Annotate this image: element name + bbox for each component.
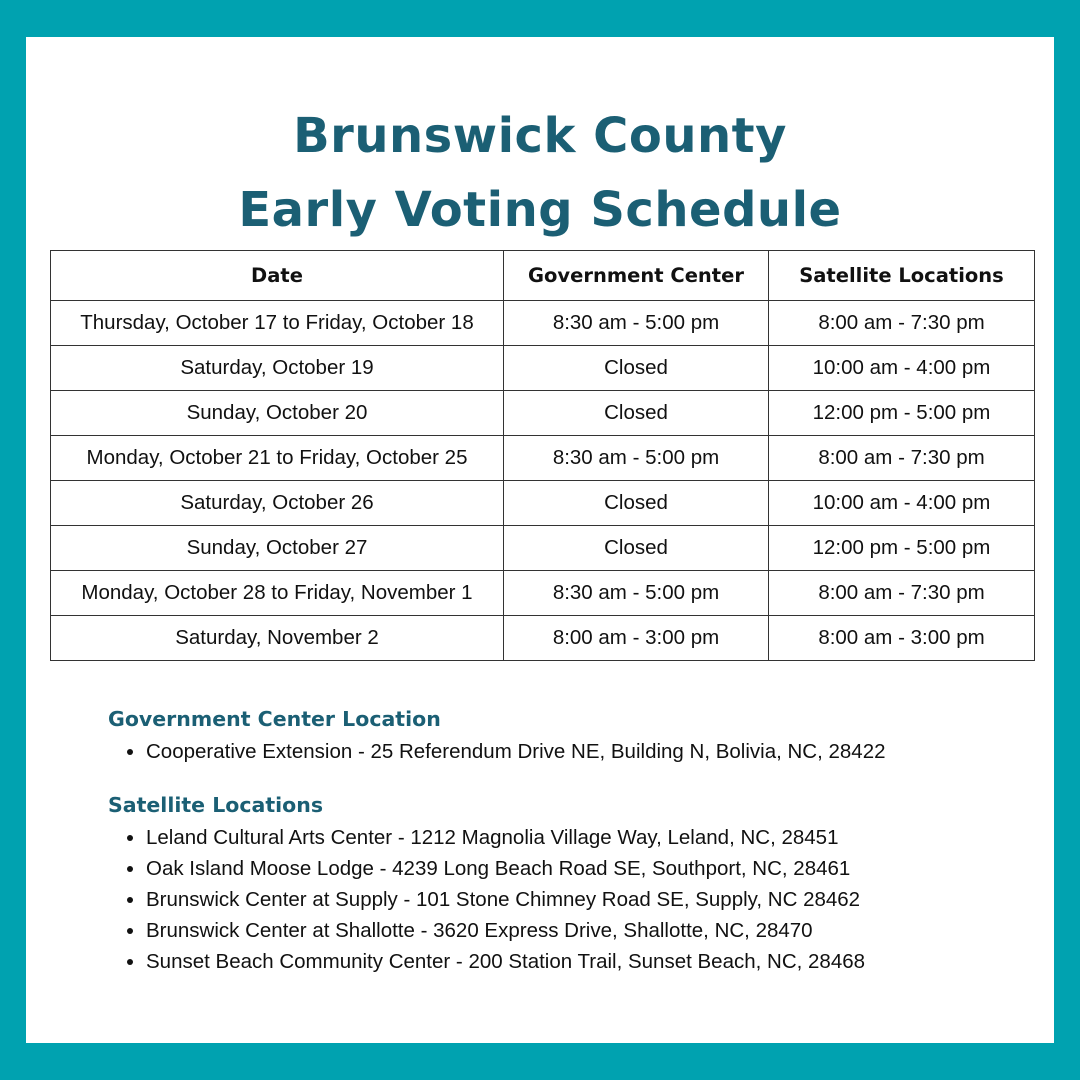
table-row (51, 526, 1035, 571)
cell-date: Sunday, October 27 (51, 526, 504, 571)
table-row (51, 436, 1035, 481)
table-row (51, 481, 1035, 526)
cell-satellite-hours: 10:00 am - 4:00 pm (769, 481, 1035, 526)
government-center-section (108, 704, 886, 767)
list-item: • Brunswick Center at Supply - 101 Stone Chimney Road SE, Supply, NC 28462 (146, 884, 865, 915)
cell-satellite-hours: 8:00 am - 7:30 pm (769, 571, 1035, 616)
cell-date: Saturday, October 26 (51, 481, 504, 526)
cell-date: Thursday, October 17 to Friday, October 18 (51, 301, 504, 346)
header-government-center: Government Center (504, 251, 769, 301)
list-item: • Oak Island Moose Lodge - 4239 Long Beach Road SE, Southport, NC, 28461 (146, 853, 865, 884)
cell-satellite-hours: 8:00 am - 7:30 pm (769, 301, 1035, 346)
table-row (51, 616, 1035, 661)
government-center-heading: Government Center Location (108, 707, 441, 731)
cell-government-hours: Closed (504, 481, 769, 526)
list-item: • Cooperative Extension - 25 Referendum Drive NE, Building N, Bolivia, NC, 28422 (146, 736, 886, 767)
cell-satellite-hours: 8:00 am - 7:30 pm (769, 436, 1035, 481)
cell-government-hours: 8:00 am - 3:00 pm (504, 616, 769, 661)
satellite-locations-list (108, 822, 865, 977)
cell-satellite-hours: 10:00 am - 4:00 pm (769, 346, 1035, 391)
cell-government-hours: 8:30 am - 5:00 pm (504, 301, 769, 346)
cell-date: Monday, October 21 to Friday, October 25 (51, 436, 504, 481)
government-center-list (108, 736, 886, 767)
page-title (26, 99, 1054, 247)
table-row (51, 571, 1035, 616)
cell-government-hours: 8:30 am - 5:00 pm (504, 436, 769, 481)
title-line-2: Early Voting Schedule (238, 182, 842, 238)
cell-satellite-hours: 12:00 pm - 5:00 pm (769, 391, 1035, 436)
cell-satellite-hours: 12:00 pm - 5:00 pm (769, 526, 1035, 571)
list-item: • Brunswick Center at Shallotte - 3620 Express Drive, Shallotte, NC, 28470 (146, 915, 865, 946)
table-row (51, 301, 1035, 346)
cell-government-hours: Closed (504, 346, 769, 391)
schedule-table (50, 250, 1035, 661)
cell-date: Monday, October 28 to Friday, November 1 (51, 571, 504, 616)
table-header-row (51, 251, 1035, 301)
cell-government-hours: Closed (504, 391, 769, 436)
table-row (51, 346, 1035, 391)
satellite-locations-section (108, 790, 865, 977)
cell-date: Saturday, October 19 (51, 346, 504, 391)
list-item: • Sunset Beach Community Center - 200 Station Trail, Sunset Beach, NC, 28468 (146, 946, 865, 977)
satellite-locations-heading: Satellite Locations (108, 793, 324, 817)
header-satellite-locations: Satellite Locations (769, 251, 1035, 301)
list-item: • Leland Cultural Arts Center - 1212 Magnolia Village Way, Leland, NC, 28451 (146, 822, 865, 853)
header-date: Date (51, 251, 504, 301)
cell-date: Saturday, November 2 (51, 616, 504, 661)
cell-government-hours: 8:30 am - 5:00 pm (504, 571, 769, 616)
title-line-1: Brunswick County (293, 108, 787, 164)
cell-satellite-hours: 8:00 am - 3:00 pm (769, 616, 1035, 661)
table-row (51, 391, 1035, 436)
flyer-card (26, 37, 1054, 1043)
cell-government-hours: Closed (504, 526, 769, 571)
cell-date: Sunday, October 20 (51, 391, 504, 436)
